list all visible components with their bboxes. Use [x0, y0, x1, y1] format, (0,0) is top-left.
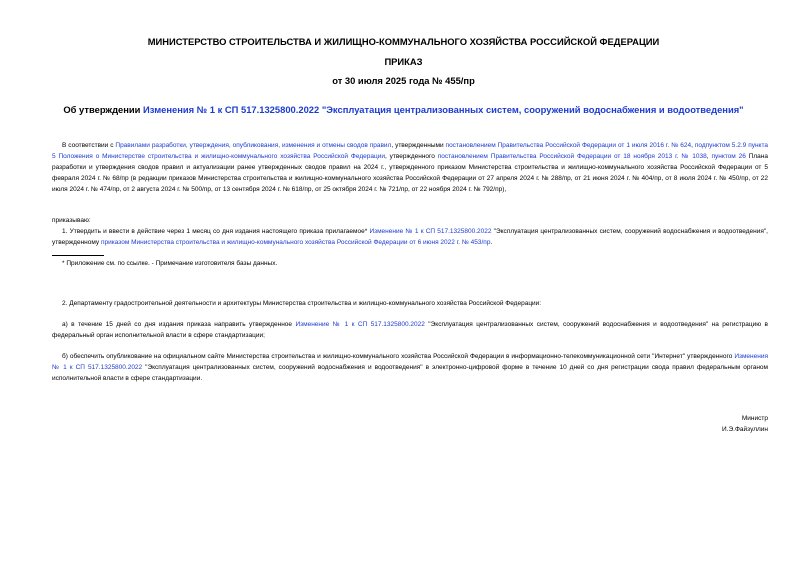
preamble-text: В соответствии с [62, 142, 116, 149]
item-1-paragraph [52, 226, 768, 248]
orders-word: приказываю: [52, 217, 91, 224]
point-26-link[interactable]: пунктом 26 [711, 153, 746, 160]
signatory-name: И.Э.Файзуллин [722, 426, 768, 433]
document-title [0, 104, 807, 115]
item-2-heading: 2. Департаменту градостроительной деятельности и архитектуры Министерства строительства и жилищно-коммунального хозяйства Российской Федерации: [62, 300, 542, 307]
footnote-divider [52, 255, 104, 256]
item-2a-paragraph [52, 319, 768, 341]
item-2b-paragraph [52, 351, 768, 384]
regulation-link[interactable]: подпунктом 5.2.9 пункта 5 Положения о Министерстве строительства и жилищно-коммунального хозяйства Российской Федерации [52, 142, 768, 160]
document-type: ПРИКАЗ [384, 56, 423, 67]
preamble-text: , [706, 153, 712, 160]
order-453-link[interactable]: приказом Министерства строительства и жилищно-коммунального хозяйства Российской Федерации от 6 июня 2022 г. № 453/пр [101, 239, 491, 246]
amendment-link[interactable]: Изменение № 1 к СП 517.1325800.2022 [295, 321, 425, 328]
amendment-link[interactable]: Изменение № 1 к СП 517.1325800.2022 [369, 228, 492, 235]
item-1-text: 1. Утвердить и ввести в действие через 1 месяц со дня издания настоящего приказа прилагаемое* [62, 228, 370, 235]
preamble-text: Плана разработки и утверждения сводов правил и актуализации ранее утвержденных сводов правил на 2024 г., утвержденного приказом Министерства строительства и жилищно-коммунального хозяйства Российской Федерации от 5 февраля 2024 г. № 68/пр (в редакции приказов Министерства строительства и жилищно-коммунального хозяйства Российской Федерации от 27 апреля 2024 г. № 288/пр, от 21 июня 2024 г. № 404/пр, от 8 июля 2024 г. № 450/пр, от 22 июля 2024 г. № 474/пр, от 2 августа 2024 г. № 500/пр, от 13 сентября 2024 г. № 618/пр, от 25 октября 2024 г. № 721/пр, от 22 ноября 2024 г. № 792/пр), [52, 153, 768, 193]
item-2b-text: "Эксплуатация централизованных систем, сооружений водоснабжения и водоотведения" в электронно-цифровой форме в течение 10 дней со дня регистрации свода правил федеральным органом исполнительной власти в сфере стандартизации. [52, 364, 768, 382]
decree-1038-link[interactable]: постановлением Правительства Российской Федерации от 18 ноября 2013 г. № 1038 [437, 153, 707, 160]
item-1-text: "Эксплуатация централизованных систем, сооружений водоснабжения и водоотведения", утвержденному [52, 228, 768, 246]
item-1-text: . [490, 239, 493, 246]
footnote: * Приложение см. по ссылке. - Примечание изготовителя базы данных. [62, 260, 278, 267]
preamble-text: , утвержденными [391, 142, 446, 149]
title-prefix: Об утверждении [63, 104, 144, 115]
item-2a-text: а) в течение 15 дней со дня издания приказа направить утвержденное [62, 321, 296, 328]
document-date: от 30 июля 2025 года № 455/пр [332, 75, 475, 86]
preamble-paragraph [52, 140, 768, 195]
title-link[interactable]: Изменения № 1 к СП 517.1325800.2022 "Эксплуатация централизованных систем, сооружений водоснабжения и водоотведения" [143, 104, 744, 115]
ministry-heading: МИНИСТЕРСТВО СТРОИТЕЛЬСТВА И ЖИЛИЩНО-КОММУНАЛЬНОГО ХОЗЯЙСТВА РОССИЙСКОЙ ФЕДЕРАЦИИ [147, 36, 660, 47]
item-2a-text: "Эксплуатация централизованных систем, сооружений водоснабжения и водоотведения" на регистрацию в федеральный орган исполнительной власти в сфере стандартизации; [52, 321, 768, 339]
amendment-link[interactable]: Изменения № 1 к СП 517.1325800.2022 [52, 353, 768, 371]
rules-link[interactable]: Правилами разработки, утверждения, опубликования, изменения и отмены сводов правил [115, 142, 392, 149]
decree-624-link[interactable]: постановлением Правительства Российской Федерации от 1 июля 2016 г. № 624 [445, 142, 692, 149]
preamble-text: , утвержденного [384, 153, 438, 160]
signatory-position: Министр [741, 415, 768, 422]
item-2b-text: б) обеспечить опубликование на официальном сайте Министерства строительства и жилищно-коммунального хозяйства Российской Федерации в информационно-телекоммуникационной сети "Интернет" утвержденного [62, 353, 735, 360]
preamble-text: , [691, 142, 695, 149]
